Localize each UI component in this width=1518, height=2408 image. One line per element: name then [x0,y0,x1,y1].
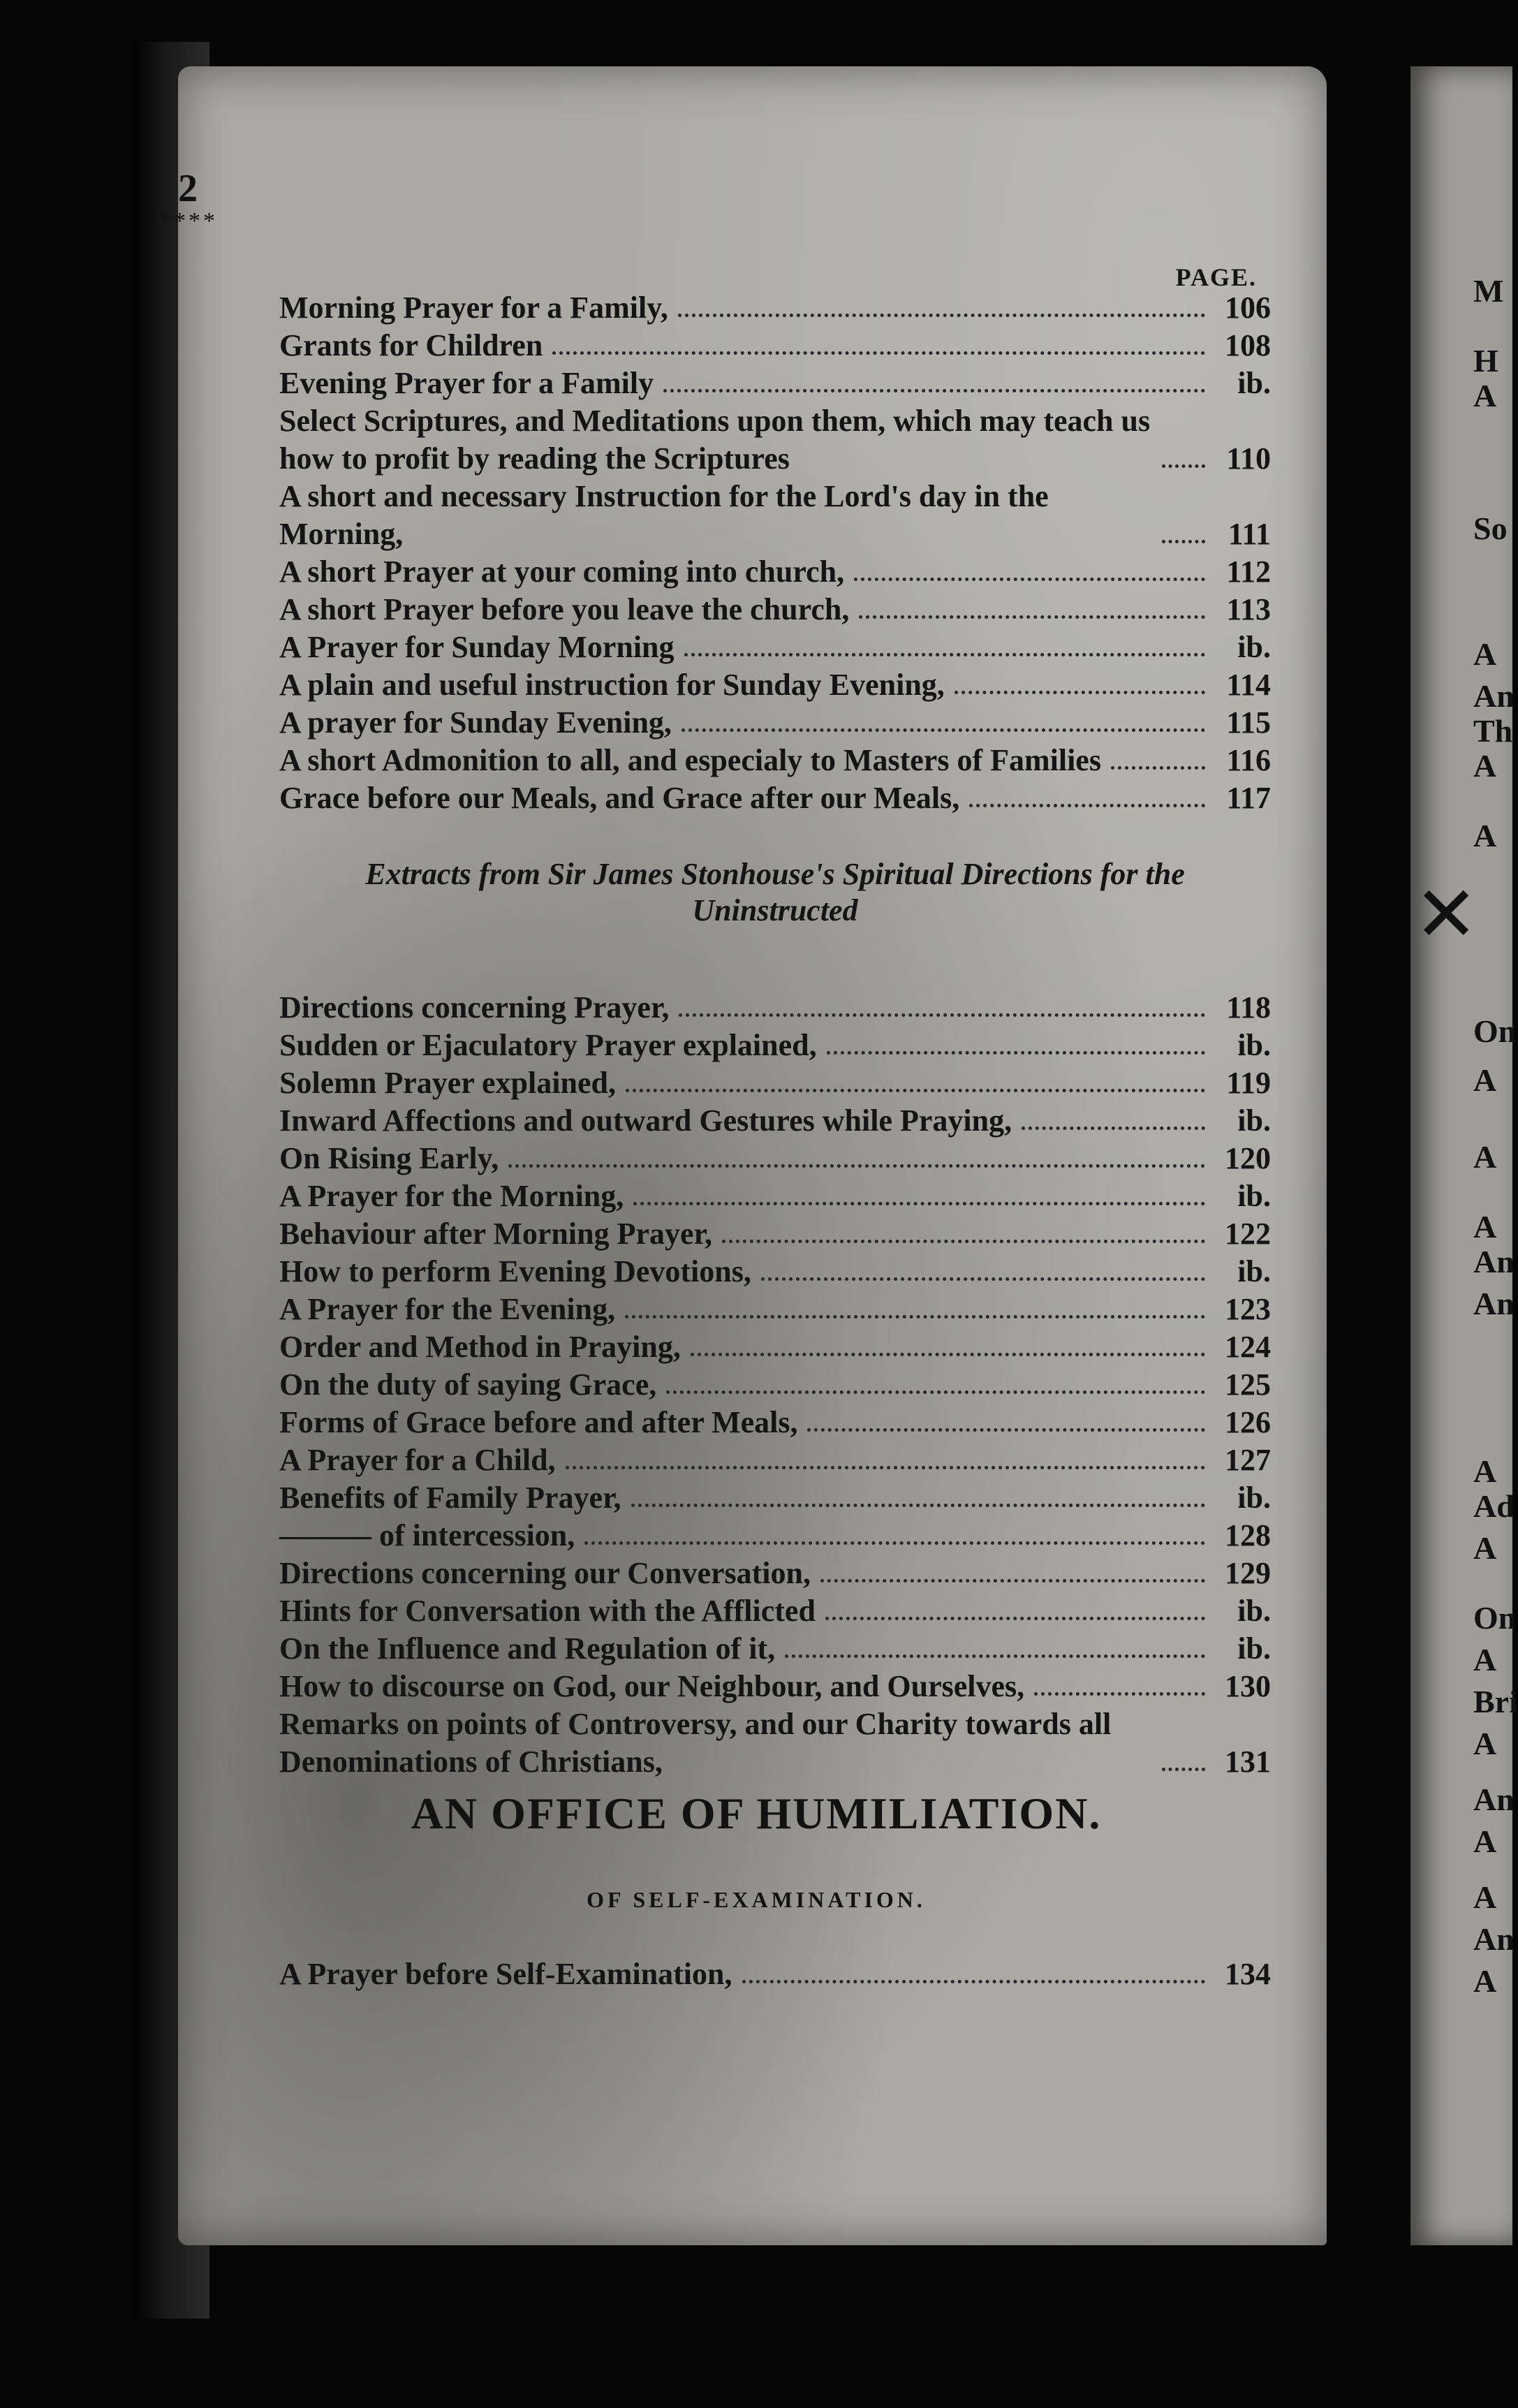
entry-title: Forms of Grace before and after Meals, [279,1405,798,1439]
facing-page-fragment: A [1473,1879,1497,1915]
facing-page-fragment: A [1473,818,1497,853]
list-item [279,704,1271,742]
facing-page-fragment: A [1473,378,1497,413]
entry-page: ib. [1237,1631,1271,1666]
list-item [279,1177,1271,1215]
dot-leader [1111,766,1205,770]
entry-title: A plain and useful instruction for Sunday Evening, [279,668,945,702]
entry-page: 127 [1225,1443,1271,1477]
dot-leader [663,389,1205,392]
dot-leader [1162,1768,1205,1771]
list-item [279,1366,1271,1404]
list-item [279,553,1271,591]
list-item [279,591,1271,629]
entry-title: Inward Affections and outward Gestures while Praying, [279,1103,1012,1138]
dot-leader [584,1541,1205,1545]
list-item [279,1140,1271,1177]
entry-title: A Prayer for Sunday Morning [279,630,675,664]
entry-title: On the duty of saying Grace, [279,1367,657,1402]
list-item [279,402,1271,478]
entry-title: How to perform Evening Devotions, [279,1254,751,1289]
dot-leader [955,691,1205,694]
contents-list-directions [279,989,1271,1781]
dot-leader [820,1579,1205,1583]
entry-page: 113 [1226,592,1271,626]
facing-page-fragment: A [1473,1139,1497,1175]
dot-leader [552,351,1205,355]
entry-page: 124 [1225,1330,1271,1364]
dot-leader [807,1428,1205,1432]
entry-page: 108 [1225,328,1271,362]
dot-leader [684,653,1205,656]
list-item [279,1291,1271,1328]
dot-leader [785,1654,1205,1658]
entry-title: A short Prayer before you leave the church, [279,592,850,626]
entry-title: A prayer for Sunday Evening, [279,705,672,740]
entry-title: Order and Method in Praying, [279,1330,681,1364]
entry-title: ——— of intercession, [279,1518,575,1552]
list-item [279,1064,1271,1102]
list-item [279,1668,1271,1705]
list-item [279,365,1271,402]
facing-page-fragment: So [1473,511,1508,546]
entry-page: ib. [1237,1028,1271,1062]
entry-page: ib. [1237,1103,1271,1138]
entry-page: 123 [1225,1292,1271,1326]
entry-page: 114 [1226,668,1271,702]
entry-page: ib. [1237,1179,1271,1213]
dot-leader [969,804,1205,807]
dot-leader [631,1504,1205,1507]
entry-title: Behaviour after Morning Prayer, [279,1217,712,1251]
dot-leader [625,1315,1205,1319]
list-item [279,1592,1271,1630]
dot-leader [679,1013,1205,1017]
facing-page-fragment: A [1473,1726,1497,1761]
entry-page: 126 [1225,1405,1271,1439]
dot-leader [722,1240,1205,1243]
facing-page-fragment: Ad [1473,1488,1515,1524]
list-item [279,1479,1271,1517]
dot-leader [681,728,1205,732]
office-subtitle: OF SELF-EXAMINATION. [587,1887,926,1912]
facing-page-fragment: On [1473,1013,1517,1049]
entry-page: 119 [1226,1066,1271,1100]
entry-title: A short Prayer at your coming into church, [279,555,845,589]
list-item [279,289,1271,327]
dot-leader [1162,464,1205,468]
facing-page-fragment: Bri [1473,1684,1518,1719]
dot-leader [1022,1126,1205,1130]
entry-page: 110 [1226,441,1271,476]
entry-page: 117 [1226,781,1271,815]
facing-page-fragment: Th [1473,713,1513,749]
entry-page: 111 [1228,517,1271,551]
entry-page: 134 [1225,1957,1271,1991]
facing-page-fragment: An [1473,1244,1515,1279]
list-item [279,1955,1271,1993]
entry-title: How to discourse on God, our Neighbour, and Ourselves, [279,1669,1025,1703]
entry-title: Evening Prayer for a Family [279,366,654,400]
dot-leader [859,615,1205,619]
entry-title: On the Influence and Regulation of it, [279,1631,776,1666]
list-item [279,1253,1271,1291]
entry-title: Directions concerning our Conversation, [279,1556,811,1590]
list-item [279,779,1271,817]
facing-page-fragment: A [1473,1530,1497,1566]
entry-title: A Prayer for the Evening, [279,1292,616,1326]
list-item [279,989,1271,1027]
dot-leader [678,314,1205,317]
handwritten-cross-mark: ✕ [1414,872,1479,957]
facing-page-fragment: A [1473,748,1497,784]
list-item [279,1630,1271,1668]
list-item [279,1517,1271,1555]
office-title: AN OFFICE OF HUMILIATION. [411,1789,1102,1838]
entry-title: A Prayer before Self-Examination, [279,1957,732,1991]
entry-title: On Rising Early, [279,1141,499,1175]
entry-page: 122 [1225,1217,1271,1251]
dot-leader [854,578,1205,581]
entry-page: 118 [1226,990,1271,1025]
table-of-contents [279,265,1271,1781]
dot-leader [1034,1692,1205,1696]
entry-title: A short Admonition to all, and especialy to Masters of Families [279,743,1101,777]
list-item [279,1027,1271,1064]
entry-page: 116 [1226,743,1271,777]
list-item [279,1215,1271,1253]
entry-title: A short and necessary Instruction for the Lord's day in the Morning, [279,479,1049,551]
entry-title: Directions concerning Prayer, [279,990,670,1025]
list-item [279,1102,1271,1140]
entry-title: Hints for Conversation with the Afflicted [279,1594,816,1628]
facing-page-fragment: An [1473,1286,1515,1321]
section-heading-extracts: Extracts from Sir James Stonhouse's Spiritual Directions for the Uninstructed [365,857,1185,927]
entry-title: Benefits of Family Prayer, [279,1481,621,1515]
dot-leader [626,1089,1205,1092]
list-item [279,478,1271,553]
dot-leader [508,1164,1205,1168]
dot-leader [761,1277,1205,1281]
facing-page-fragment: A [1473,1642,1497,1677]
entry-title: Sudden or Ejaculatory Prayer explained, [279,1028,817,1062]
list-item [279,666,1271,704]
dot-leader [827,1051,1205,1055]
entry-page: ib. [1237,1594,1271,1628]
facing-page-fragment: An [1473,1921,1515,1957]
entry-title: A Prayer for the Morning, [279,1179,624,1213]
facing-page-fragment: A [1473,1062,1497,1098]
list-item [279,1441,1271,1479]
facing-page-fragment: A [1473,1453,1497,1489]
page-column-heading: PAGE. [1175,263,1257,291]
entry-page: ib. [1237,1254,1271,1289]
contents-list-office [279,1955,1271,1993]
entry-page: 131 [1225,1745,1271,1779]
list-item [279,327,1271,365]
entry-page: ib. [1237,1481,1271,1515]
ornament-stars: **** [159,208,218,234]
facing-page-fragment: A [1473,1209,1497,1245]
list-item [279,1705,1271,1781]
signature-mark: 2 [178,167,198,210]
facing-page-fragment: A [1473,1963,1497,1999]
entry-page: 125 [1225,1367,1271,1402]
facing-page-fragment: M [1473,273,1504,309]
entry-title: Select Scriptures, and Meditations upon them, which may teach us how to profit by reading the Scriptures [279,404,1151,476]
entry-title: Grants for Children [279,328,543,362]
dot-leader [633,1202,1205,1205]
list-item [279,742,1271,779]
dot-leader [691,1353,1205,1356]
entry-page: 128 [1225,1518,1271,1552]
facing-page-fragment: An [1473,1782,1515,1817]
facing-page-fragment: A [1473,1823,1497,1859]
entry-page: 120 [1225,1141,1271,1175]
entry-page: ib. [1237,366,1271,400]
list-item [279,1404,1271,1441]
entry-page: 115 [1226,705,1271,740]
dot-leader [1162,540,1205,543]
facing-page-fragment: An [1473,678,1515,714]
entry-title: A Prayer for a Child, [279,1443,556,1477]
entry-title: Morning Prayer for a Family, [279,291,668,325]
facing-page-fragment: A [1473,636,1497,672]
entry-page: ib. [1237,630,1271,664]
entry-page: 112 [1226,555,1271,589]
dot-leader [566,1466,1205,1469]
entry-page: 106 [1225,291,1271,325]
dot-leader [666,1390,1205,1394]
contents-list-prayers [279,265,1271,817]
list-item [279,1328,1271,1366]
entry-title: Grace before our Meals, and Grace after our Meals, [279,781,960,815]
facing-page-edge [1410,66,1518,2245]
entry-page: 129 [1225,1556,1271,1590]
dot-leader [742,1980,1205,1983]
entry-page: 130 [1225,1669,1271,1703]
entry-title: Remarks on points of Controversy, and our Charity towards all Denominations of Christians, [279,1707,1112,1779]
list-item [279,1555,1271,1592]
entry-title: Solemn Prayer explained, [279,1066,616,1100]
facing-page-fragment: On [1473,1600,1517,1636]
facing-page-fragment: H [1473,343,1498,379]
dot-leader [825,1617,1205,1620]
list-item [279,629,1271,666]
